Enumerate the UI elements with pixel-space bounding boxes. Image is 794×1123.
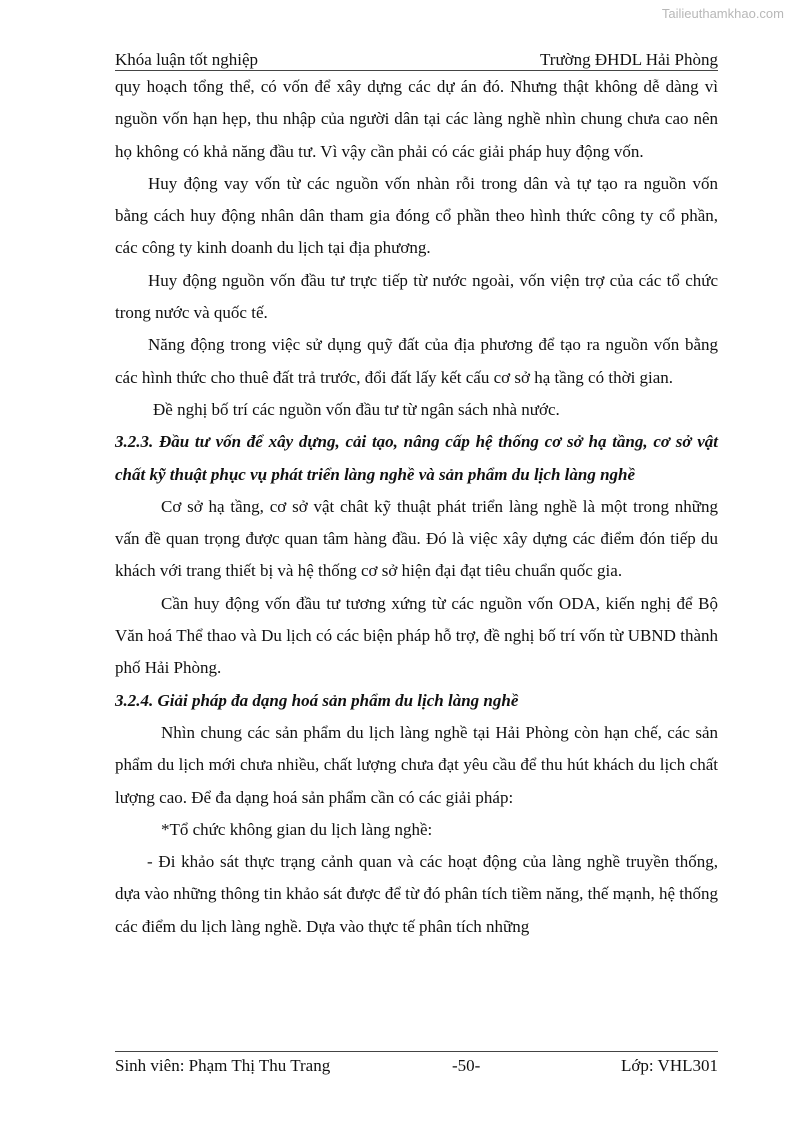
paragraph-10: - Đi khảo sát thực trạng cảnh quan và các hoạt động của làng nghề truyền thống, dựa vào những thông tin khảo sát được để từ đó phân tích tiềm năng, thế mạnh, hệ thống các điểm du lịch làng nghề. Dựa vào thực tế phân tích những xyxy=(115,852,718,936)
footer-student: Sinh viên: Phạm Thị Thu Trang xyxy=(115,1056,331,1075)
footer-page-number: -50- xyxy=(452,1056,481,1075)
header-university: Trường ĐHDL Hải Phòng xyxy=(540,50,718,69)
paragraph-4: Năng động trong việc sử dụng quỹ đất của địa phương để tạo ra nguồn vốn bằng các hình thức cho thuê đất trả trước, đổi đất lấy kết cấu cơ sở hạ tầng có thời gian. xyxy=(115,335,718,387)
header-thesis-label: Khóa luận tốt nghiệp xyxy=(115,50,259,69)
paragraph-2: Huy động vay vốn từ các nguồn vốn nhàn rỗi trong dân và tự tạo ra nguồn vốn bằng cách huy động nhân dân tham gia đóng cổ phần theo hình thức công ty cổ phần, các công ty kinh doanh du lịch tại địa phương. xyxy=(115,173,718,258)
page-body xyxy=(115,71,718,943)
watermark: Tailieuthamkhao.com xyxy=(661,6,784,21)
paragraph-1: quy hoạch tổng thể, có vốn để xây dựng các dự án đó. Nhưng thật không dễ dàng vì nguồn vốn hạn hẹp, thu nhập của người dân tại các làng nghề nhìn chung chưa cao nên họ không có khả năng đầu tư. Vì vậy cần phải có các giải pháp huy động vốn. xyxy=(115,77,718,161)
section-heading-3-2-3: 3.2.3. Đầu tư vốn để xây dựng, cải tạo, nâng cấp hệ thống cơ sở hạ tầng, cơ sở vật chất kỹ thuật phục vụ phát triển làng nghề và sản phẩm du lịch làng nghề xyxy=(115,432,718,484)
paragraph-7: Cần huy động vốn đầu tư tương xứng từ các nguồn vốn ODA, kiến nghị để Bộ Văn hoá Thể thao và Du lịch có các biện pháp hỗ trợ, đề nghị bố trí vốn từ UBND thành phố Hải Phòng. xyxy=(115,593,718,678)
paragraph-9: *Tổ chức không gian du lịch làng nghề: xyxy=(161,819,433,839)
paragraph-5: Đề nghị bố trí các nguồn vốn đầu tư từ ngân sách nhà nước. xyxy=(153,399,560,419)
page-footer xyxy=(115,1051,718,1078)
paragraph-6: Cơ sở hạ tầng, cơ sở vật chât kỹ thuật phát triển làng nghề là một trong những vấn đề quan trọng được quan tâm hàng đầu. Đó là việc xây dựng các điểm đón tiếp du khách với trang thiết bị và hệ thống cơ sở hiện đại đạt tiêu chuẩn quốc gia. xyxy=(115,496,718,581)
page-header xyxy=(115,50,718,71)
paragraph-3: Huy động nguồn vốn đầu tư trực tiếp từ nước ngoài, vốn viện trợ của các tổ chức trong nước và quốc tế. xyxy=(115,270,718,323)
paragraph-8: Nhìn chung các sản phẩm du lịch làng nghề tại Hải Phòng còn hạn chế, các sản phẩm du lịch mới chưa nhiều, chất lượng chưa đạt yêu cầu để thu hút khách du lịch chất lượng cao. Để đa dạng hoá sản phẩm cần có các giải pháp: xyxy=(115,722,718,807)
section-heading-3-2-4: 3.2.4. Giải pháp đa dạng hoá sản phẩm du lịch làng nghề xyxy=(115,690,519,710)
footer-class: Lớp: VHL301 xyxy=(621,1056,718,1075)
